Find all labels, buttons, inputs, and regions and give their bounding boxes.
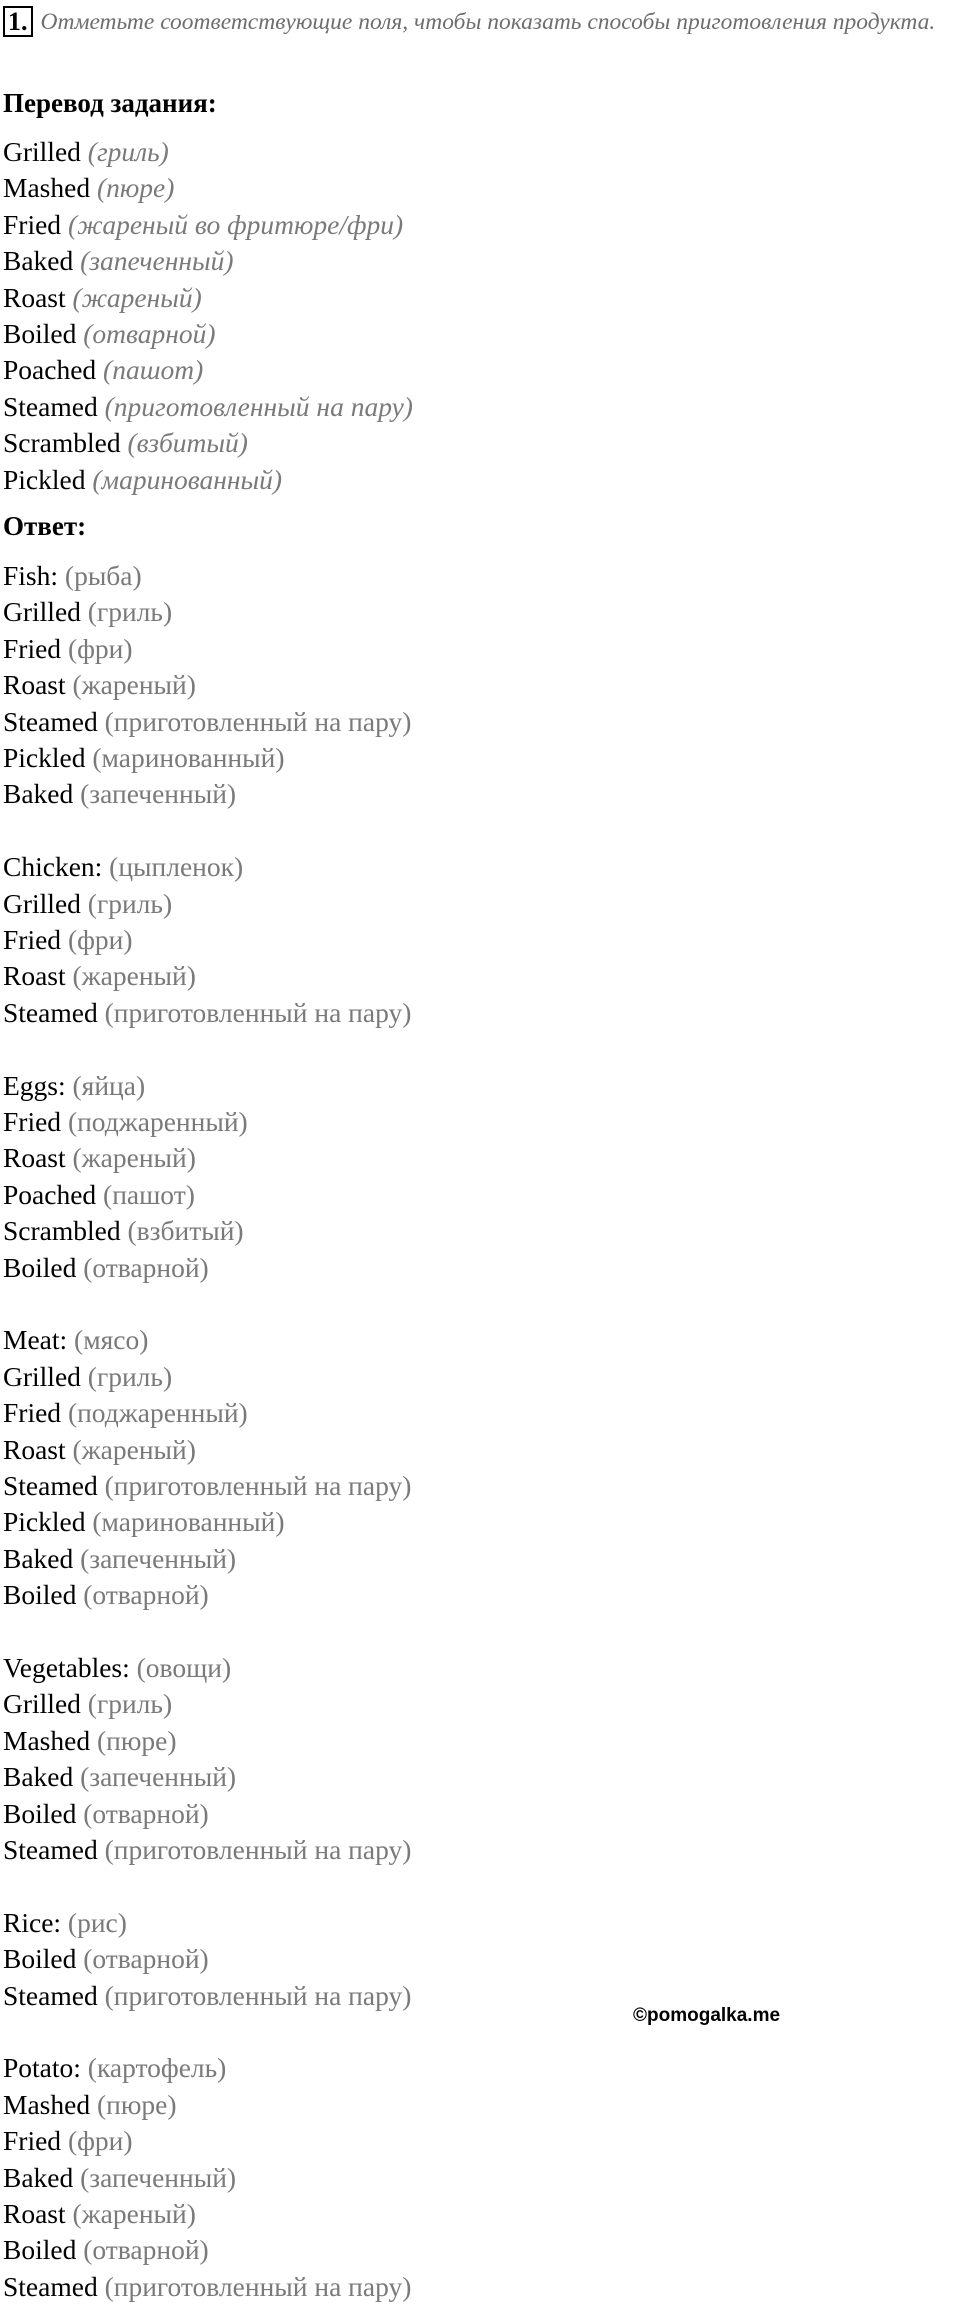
english-term: Steamed xyxy=(3,996,98,1028)
answer-item xyxy=(3,1723,177,1759)
english-term: Mashed xyxy=(3,2088,91,2120)
english-term: Fried xyxy=(3,632,62,664)
answer-group-title xyxy=(3,1068,145,1104)
english-term: Fried xyxy=(3,2125,62,2157)
russian-translation: (цыпленок) xyxy=(109,851,244,883)
english-term: Boiled xyxy=(3,318,77,349)
answer-item xyxy=(3,1978,411,2014)
english-term: Steamed xyxy=(3,705,98,737)
translation-item xyxy=(3,316,216,352)
english-term: Poached xyxy=(3,354,97,386)
translation-item xyxy=(3,280,202,316)
russian-translation: (приготовленный на пару) xyxy=(104,705,412,737)
russian-translation: (запеченный) xyxy=(80,245,234,277)
russian-translation: (овощи) xyxy=(136,1652,232,1683)
english-term: Potato: xyxy=(3,2052,81,2084)
task-instruction-line xyxy=(3,5,953,39)
russian-translation: (фри) xyxy=(67,2125,133,2157)
english-term: Mashed xyxy=(3,172,91,204)
russian-translation: (рыба) xyxy=(64,560,142,591)
russian-translation: (приготовленный на пару) xyxy=(104,1834,412,1865)
answer-item xyxy=(3,1504,285,1540)
english-term: Boiled xyxy=(3,1579,77,1611)
english-term: Poached xyxy=(3,1178,97,1210)
english-term: Fried xyxy=(3,208,62,240)
answer-item xyxy=(3,1577,209,1613)
russian-translation: (запеченный) xyxy=(80,2161,237,2193)
answer-item xyxy=(3,2232,209,2268)
russian-translation: (гриль) xyxy=(87,596,173,628)
translation-item xyxy=(3,425,248,461)
english-term: Boiled xyxy=(3,1797,77,1829)
english-term: Boiled xyxy=(3,1251,77,1283)
russian-translation: (приготовленный на пару) xyxy=(104,1979,412,2011)
answer-item xyxy=(3,1140,196,1176)
russian-translation: (пашот) xyxy=(103,354,204,386)
russian-translation: (пашот) xyxy=(103,1178,195,1210)
russian-translation: (запеченный) xyxy=(80,778,237,810)
russian-translation: (взбитый) xyxy=(127,1215,244,1247)
english-term: Boiled xyxy=(3,2234,77,2266)
russian-translation: (маринованный) xyxy=(92,1506,285,1538)
english-term: Steamed xyxy=(3,1979,98,2011)
english-term: Pickled xyxy=(3,463,86,495)
russian-translation: (отварной) xyxy=(83,1251,209,1283)
russian-translation: (фри) xyxy=(67,924,133,955)
answer-group-title xyxy=(3,1905,127,1941)
translation-item xyxy=(3,243,234,279)
task-number: 1. xyxy=(3,6,33,37)
english-term: Meat: xyxy=(3,1324,68,1356)
answer-item xyxy=(3,1250,209,1286)
russian-translation: (приготовленный на пару) xyxy=(104,1470,412,1501)
russian-translation: (мясо) xyxy=(74,1324,149,1356)
russian-translation: (маринованный) xyxy=(92,463,283,495)
russian-translation: (гриль) xyxy=(87,1688,173,1720)
russian-translation: (запеченный) xyxy=(80,1542,237,1574)
russian-translation: (гриль) xyxy=(87,1360,173,1392)
english-term: Eggs: xyxy=(3,1069,66,1101)
answer-item xyxy=(3,1796,209,1832)
watermark: ©pomogalka.me xyxy=(633,2005,781,2026)
answer-item xyxy=(3,631,133,667)
answer-group-title xyxy=(3,1650,231,1686)
english-term: Chicken: xyxy=(3,851,103,883)
russian-translation: (поджаренный) xyxy=(67,1397,248,1429)
english-term: Scrambled xyxy=(3,1215,121,1247)
answer-item xyxy=(3,1213,244,1249)
russian-translation: (картофель) xyxy=(87,2052,227,2084)
russian-translation: (отварной) xyxy=(83,1797,209,1829)
answer-item xyxy=(3,2123,133,2159)
translation-heading: Перевод задания: xyxy=(3,88,217,118)
english-term: Pickled xyxy=(3,1506,86,1538)
english-term: Grilled xyxy=(3,1688,81,1720)
english-term: Vegetables: xyxy=(3,1652,130,1683)
russian-translation: (отварной) xyxy=(83,1579,209,1611)
answer-item xyxy=(3,2196,196,2232)
english-term: Roast xyxy=(3,1142,66,1174)
russian-translation: (запеченный) xyxy=(80,1761,237,1793)
translation-item xyxy=(3,389,413,425)
english-term: Pickled xyxy=(3,742,86,773)
russian-translation: (отварной) xyxy=(83,2234,209,2266)
answer-item xyxy=(3,704,411,740)
english-term: Baked xyxy=(3,1761,74,1793)
answer-item xyxy=(3,1686,172,1722)
answer-item xyxy=(3,594,172,630)
russian-translation: (жареный) xyxy=(72,1433,196,1465)
russian-translation: (отварной) xyxy=(83,1943,209,1975)
russian-translation: (жареный) xyxy=(72,669,196,701)
answer-item xyxy=(3,740,285,776)
english-term: Steamed xyxy=(3,390,98,422)
answer-item xyxy=(3,958,196,994)
russian-translation: (маринованный) xyxy=(92,742,285,773)
russian-translation: (отварной) xyxy=(83,318,216,349)
english-term: Fried xyxy=(3,1106,62,1137)
answer-group-title xyxy=(3,1322,148,1358)
answer-heading: Ответ: xyxy=(3,511,87,541)
english-term: Baked xyxy=(3,245,74,277)
russian-translation: (жареный) xyxy=(72,281,202,313)
translation-item xyxy=(3,462,282,498)
russian-translation: (жареный во фритюре/фри) xyxy=(67,208,404,240)
answer-item xyxy=(3,2087,177,2123)
english-term: Fried xyxy=(3,924,62,955)
english-term: Roast xyxy=(3,1433,66,1465)
russian-translation: (пюре) xyxy=(96,172,175,204)
english-term: Steamed xyxy=(3,1834,98,1865)
english-term: Steamed xyxy=(3,1470,98,1501)
english-term: Mashed xyxy=(3,1724,91,1756)
translation-item xyxy=(3,134,169,170)
english-term: Grilled xyxy=(3,596,81,628)
answer-item xyxy=(3,1432,196,1468)
answer-item xyxy=(3,1832,411,1868)
english-term: Roast xyxy=(3,669,66,701)
answer-item xyxy=(3,1359,172,1395)
english-term: Roast xyxy=(3,2198,66,2229)
russian-translation: (жареный) xyxy=(72,1142,196,1174)
english-term: Baked xyxy=(3,2161,74,2193)
answer-item xyxy=(3,1941,209,1977)
english-term: Grilled xyxy=(3,887,81,919)
english-term: Fish: xyxy=(3,560,59,591)
answer-item xyxy=(3,922,133,958)
english-term: Grilled xyxy=(3,136,81,167)
english-term: Fried xyxy=(3,1397,62,1429)
answer-group-title xyxy=(3,849,243,885)
russian-translation: (гриль) xyxy=(87,136,169,167)
answer-item xyxy=(3,1468,411,1504)
answer-group-title xyxy=(3,2050,226,2086)
english-term: Roast xyxy=(3,281,66,313)
russian-translation: (приготовленный на пару) xyxy=(104,2270,412,2302)
answer-item xyxy=(3,886,172,922)
translation-item xyxy=(3,207,403,243)
english-term: Scrambled xyxy=(3,427,121,459)
russian-translation: (приготовленный на пару) xyxy=(104,996,412,1028)
answer-group-title xyxy=(3,558,142,594)
english-term: Roast xyxy=(3,960,66,992)
english-term: Boiled xyxy=(3,1943,77,1975)
english-term: Baked xyxy=(3,778,74,810)
russian-translation: (яйца) xyxy=(72,1069,146,1101)
english-term: Grilled xyxy=(3,1360,81,1392)
answer-item xyxy=(3,1104,248,1140)
russian-translation: (взбитый) xyxy=(127,427,248,459)
russian-translation: (жареный) xyxy=(72,960,196,992)
answer-item xyxy=(3,2160,236,2196)
answer-item xyxy=(3,1177,195,1213)
answer-item xyxy=(3,1759,236,1795)
russian-translation: (рис) xyxy=(67,1906,127,1938)
russian-translation: (приготовленный на пару) xyxy=(104,390,413,422)
task-instruction: Отметьте соответствующие поля, чтобы показать способы приготовления продукта. xyxy=(40,9,936,35)
russian-translation: (поджаренный) xyxy=(67,1106,248,1137)
english-term: Steamed xyxy=(3,2270,98,2302)
answer-item xyxy=(3,2269,411,2305)
answer-item xyxy=(3,1395,248,1431)
answer-item xyxy=(3,776,236,812)
russian-translation: (гриль) xyxy=(87,887,173,919)
russian-translation: (пюре) xyxy=(96,2088,177,2120)
answer-item xyxy=(3,995,411,1031)
translation-item xyxy=(3,170,174,206)
russian-translation: (жареный) xyxy=(72,2198,196,2229)
english-term: Baked xyxy=(3,1542,74,1574)
answer-item xyxy=(3,667,196,703)
answer-item xyxy=(3,1541,236,1577)
translation-item xyxy=(3,352,203,388)
russian-translation: (пюре) xyxy=(96,1724,177,1756)
russian-translation: (фри) xyxy=(67,632,133,664)
english-term: Rice: xyxy=(3,1906,62,1938)
